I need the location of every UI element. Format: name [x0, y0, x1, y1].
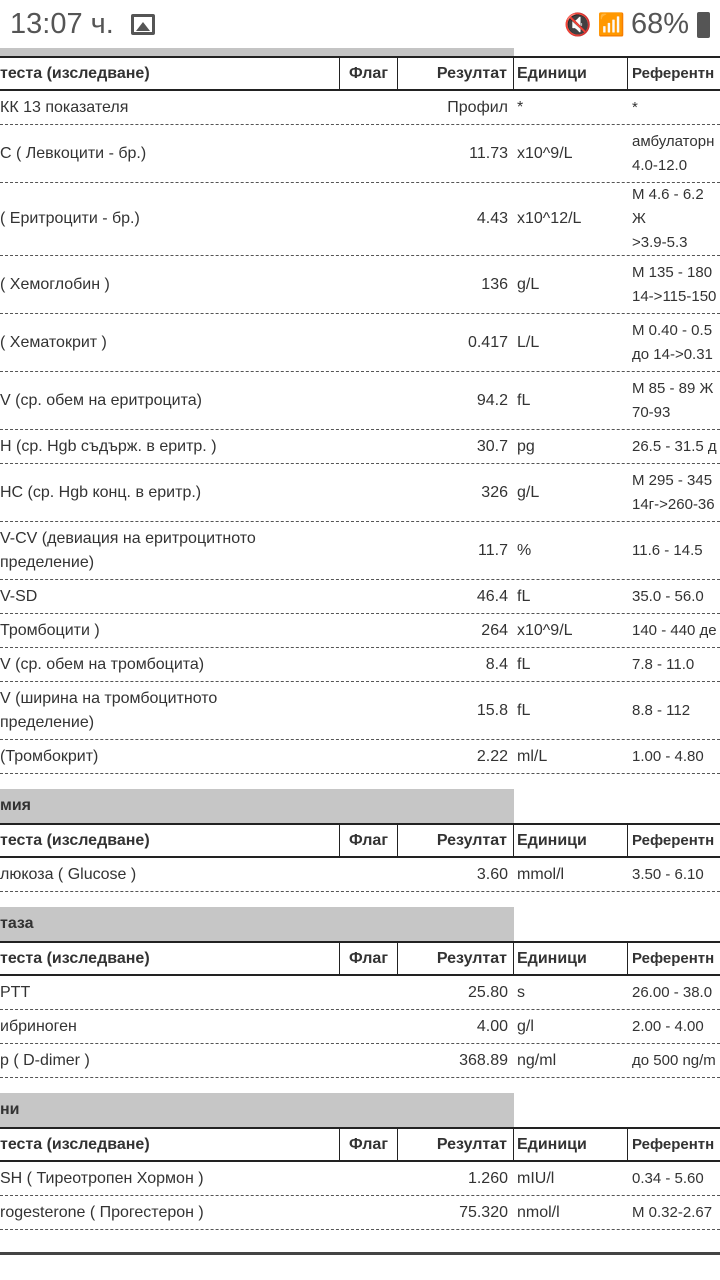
- cell-flag: [340, 464, 398, 521]
- cell-name: PTT: [0, 983, 31, 1001]
- cell-ref: М 4.6 - 6.2 Ж >3.9-5.3: [632, 186, 704, 251]
- status-bar: [0, 0, 720, 48]
- cell-ref: *: [632, 98, 638, 116]
- image-notification-icon: [131, 14, 155, 35]
- column-header-name[interactable]: теста (изследване): [0, 1129, 340, 1160]
- table-row[interactable]: [0, 1162, 720, 1196]
- cell-ref: 26.5 - 31.5 д: [632, 437, 717, 455]
- cell-ref: М 295 - 345 14г->260-36: [632, 471, 715, 513]
- cell-ref: М 0.40 - 0.5 до 14->0.31: [632, 321, 713, 363]
- column-header-units[interactable]: Единици: [514, 1129, 628, 1160]
- cell-name: V-CV (девиация на еритроцитното пределение): [0, 529, 256, 571]
- cell-result: 1.260: [467, 1169, 508, 1187]
- cell-ref: 2.00 - 4.00: [632, 1017, 704, 1035]
- cell-ref: М 135 - 180 14->115-150: [632, 263, 717, 305]
- cell-ref: 0.34 - 5.60: [632, 1169, 704, 1187]
- cell-flag: [340, 648, 398, 681]
- cell-name: V (ср. обем на еритроцита): [0, 391, 202, 409]
- column-header-result[interactable]: Резултат: [398, 58, 514, 89]
- column-header-units[interactable]: Единици: [514, 825, 628, 856]
- table-row[interactable]: [0, 740, 720, 774]
- cell-name: Тромбоцити ): [0, 621, 100, 639]
- cell-units: %: [517, 541, 532, 559]
- table-row[interactable]: [0, 1010, 720, 1044]
- results-tables: [0, 56, 720, 1230]
- cell-name: ибриноген: [0, 1017, 77, 1035]
- cell-name: C ( Левкоцити - бр.): [0, 144, 147, 162]
- cell-result: 11.7: [478, 541, 508, 559]
- section-title: мия: [0, 789, 514, 823]
- cell-name: SH ( Тиреотропен Хормон ): [0, 1169, 204, 1187]
- cell-name: V (ширина на тромбоцитното пределение): [0, 689, 218, 731]
- cell-name: ( Хемоглобин ): [0, 275, 110, 293]
- cell-flag: [340, 314, 398, 371]
- cell-flag: [340, 580, 398, 613]
- section-header-bar: [0, 48, 514, 56]
- cell-flag: [340, 1162, 398, 1195]
- cell-units: x10^9/L: [517, 621, 573, 639]
- column-header-result[interactable]: Резултат: [398, 825, 514, 856]
- cell-units: ng/ml: [517, 1051, 557, 1069]
- cell-result: 75.320: [459, 1203, 508, 1221]
- cell-flag: [340, 91, 398, 124]
- cell-name: V-SD: [0, 587, 38, 605]
- column-header-ref[interactable]: Референтн: [632, 949, 715, 967]
- divider: [0, 1252, 720, 1255]
- cell-flag: [340, 682, 398, 739]
- column-header-flag[interactable]: Флаг: [340, 58, 398, 89]
- wifi-icon: 📶: [597, 11, 625, 37]
- table-header: [0, 823, 720, 858]
- cell-units: fL: [517, 391, 531, 409]
- table-row[interactable]: [0, 91, 720, 125]
- section-title: таза: [0, 907, 514, 941]
- column-header-flag[interactable]: Флаг: [340, 943, 398, 974]
- cell-result: 94.2: [476, 391, 508, 409]
- cell-result: 11.73: [469, 144, 508, 162]
- cell-units: g/l: [517, 1017, 534, 1035]
- table-row[interactable]: [0, 256, 720, 314]
- cell-result: 25.80: [467, 983, 508, 1001]
- table-row[interactable]: [0, 580, 720, 614]
- cell-flag: [340, 372, 398, 429]
- cell-name: H (ср. Hgb съдърж. в еритр. ): [0, 437, 217, 455]
- cell-result: 30.7: [476, 437, 508, 455]
- cell-name: КК 13 показателя: [0, 98, 129, 116]
- cell-units: mIU/l: [517, 1169, 555, 1187]
- cell-name: ( Хематокрит ): [0, 333, 107, 351]
- cell-units: pg: [517, 437, 535, 455]
- table-header: [0, 1127, 720, 1162]
- column-header-ref[interactable]: Референтн: [632, 64, 715, 82]
- cell-result: 15.8: [476, 701, 508, 719]
- cell-units: fL: [517, 655, 531, 673]
- table-row[interactable]: [0, 648, 720, 682]
- table-row[interactable]: [0, 125, 720, 183]
- table-row[interactable]: [0, 183, 720, 256]
- cell-result: 2.22: [476, 747, 508, 765]
- cell-ref: 140 - 440 де: [632, 621, 717, 639]
- column-header-units[interactable]: Единици: [514, 58, 628, 89]
- vibrate-mute-icon: 🔇: [564, 11, 592, 37]
- cell-result: Профил: [447, 98, 508, 116]
- battery-icon: [697, 12, 710, 38]
- cell-result: 368.89: [459, 1051, 508, 1069]
- column-header-name[interactable]: теста (изследване): [0, 58, 340, 89]
- cell-result: 136: [481, 275, 508, 293]
- column-header-name[interactable]: теста (изследване): [0, 825, 340, 856]
- column-header-flag[interactable]: Флаг: [340, 825, 398, 856]
- cell-flag: [340, 614, 398, 647]
- cell-name: люкоза ( Glucose ): [0, 865, 137, 883]
- cell-result: 326: [481, 483, 508, 501]
- cell-units: nmol/l: [517, 1203, 560, 1221]
- cell-ref: 7.8 - 11.0: [632, 655, 695, 673]
- cell-flag: [340, 522, 398, 579]
- cell-result: 8.4: [485, 655, 508, 673]
- cell-units: L/L: [517, 333, 540, 351]
- cell-result: 4.00: [476, 1017, 508, 1035]
- section-title: ни: [0, 1093, 514, 1127]
- cell-ref: М 0.32-2.67: [632, 1203, 713, 1221]
- cell-flag: [340, 125, 398, 182]
- cell-flag: [340, 740, 398, 773]
- cell-flag: [340, 1010, 398, 1043]
- cell-units: x10^12/L: [517, 210, 582, 227]
- cell-name: ( Еритроцити - бр.): [0, 210, 140, 227]
- clock: 13:07 ч.: [10, 8, 114, 40]
- battery-percent: 68%: [630, 8, 689, 40]
- cell-units: mmol/l: [517, 865, 565, 883]
- cell-ref: 11.6 - 14.5: [632, 541, 703, 559]
- table-header: [0, 941, 720, 976]
- table-row[interactable]: [0, 464, 720, 522]
- column-header-units[interactable]: Единици: [514, 943, 628, 974]
- cell-name: V (ср. обем на тромбоцита): [0, 655, 205, 673]
- cell-units: g/L: [517, 483, 540, 501]
- table-header: [0, 56, 720, 91]
- cell-name: (Тромбокрит): [0, 747, 99, 765]
- column-header-result[interactable]: Резултат: [398, 1129, 514, 1160]
- cell-result: 0.417: [467, 333, 508, 351]
- cell-ref: М 85 - 89 Ж 70-93: [632, 379, 714, 421]
- cell-result: 4.43: [476, 210, 508, 227]
- column-header-ref[interactable]: Референтн: [632, 831, 715, 849]
- table-row[interactable]: [0, 1044, 720, 1078]
- table-row[interactable]: [0, 314, 720, 372]
- cell-units: s: [517, 983, 525, 1001]
- cell-flag: [340, 256, 398, 313]
- cell-flag: [340, 976, 398, 1009]
- cell-name: rogesterone ( Прогестерон ): [0, 1203, 204, 1221]
- column-header-result[interactable]: Резултат: [398, 943, 514, 974]
- cell-result: 46.4: [476, 587, 508, 605]
- table-row[interactable]: [0, 858, 720, 892]
- table-row[interactable]: [0, 372, 720, 430]
- cell-units: *: [517, 98, 524, 116]
- cell-units: fL: [517, 701, 531, 719]
- cell-ref: 1.00 - 4.80: [632, 747, 704, 765]
- cell-flag: [340, 430, 398, 463]
- cell-ref: 35.0 - 56.0: [632, 587, 704, 605]
- cell-flag: [340, 183, 398, 255]
- cell-flag: [340, 1196, 398, 1229]
- cell-ref: до 500 ng/m: [632, 1051, 716, 1069]
- cell-units: g/L: [517, 275, 540, 293]
- cell-units: ml/L: [517, 747, 548, 765]
- cell-name: HC (ср. Hgb конц. в еритр.): [0, 483, 202, 501]
- cell-units: fL: [517, 587, 531, 605]
- column-header-name[interactable]: теста (изследване): [0, 943, 340, 974]
- cell-ref: 8.8 - 112: [632, 701, 691, 719]
- cell-result: 264: [481, 621, 508, 639]
- cell-result: 3.60: [476, 865, 508, 883]
- cell-ref: амбулаторн 4.0-12.0: [632, 132, 715, 174]
- table-row[interactable]: [0, 1196, 720, 1230]
- table-row[interactable]: [0, 430, 720, 464]
- table-row[interactable]: [0, 976, 720, 1010]
- cell-flag: [340, 858, 398, 891]
- column-header-flag[interactable]: Флаг: [340, 1129, 398, 1160]
- cell-ref: 26.00 - 38.0: [632, 983, 713, 1001]
- table-row[interactable]: [0, 614, 720, 648]
- table-row[interactable]: [0, 682, 720, 740]
- cell-ref: 3.50 - 6.10: [632, 865, 704, 883]
- cell-flag: [340, 1044, 398, 1077]
- cell-name: р ( D-dimer ): [0, 1051, 90, 1069]
- table-row[interactable]: [0, 522, 720, 580]
- column-header-ref[interactable]: Референтн: [632, 1135, 715, 1153]
- cell-units: x10^9/L: [517, 144, 573, 162]
